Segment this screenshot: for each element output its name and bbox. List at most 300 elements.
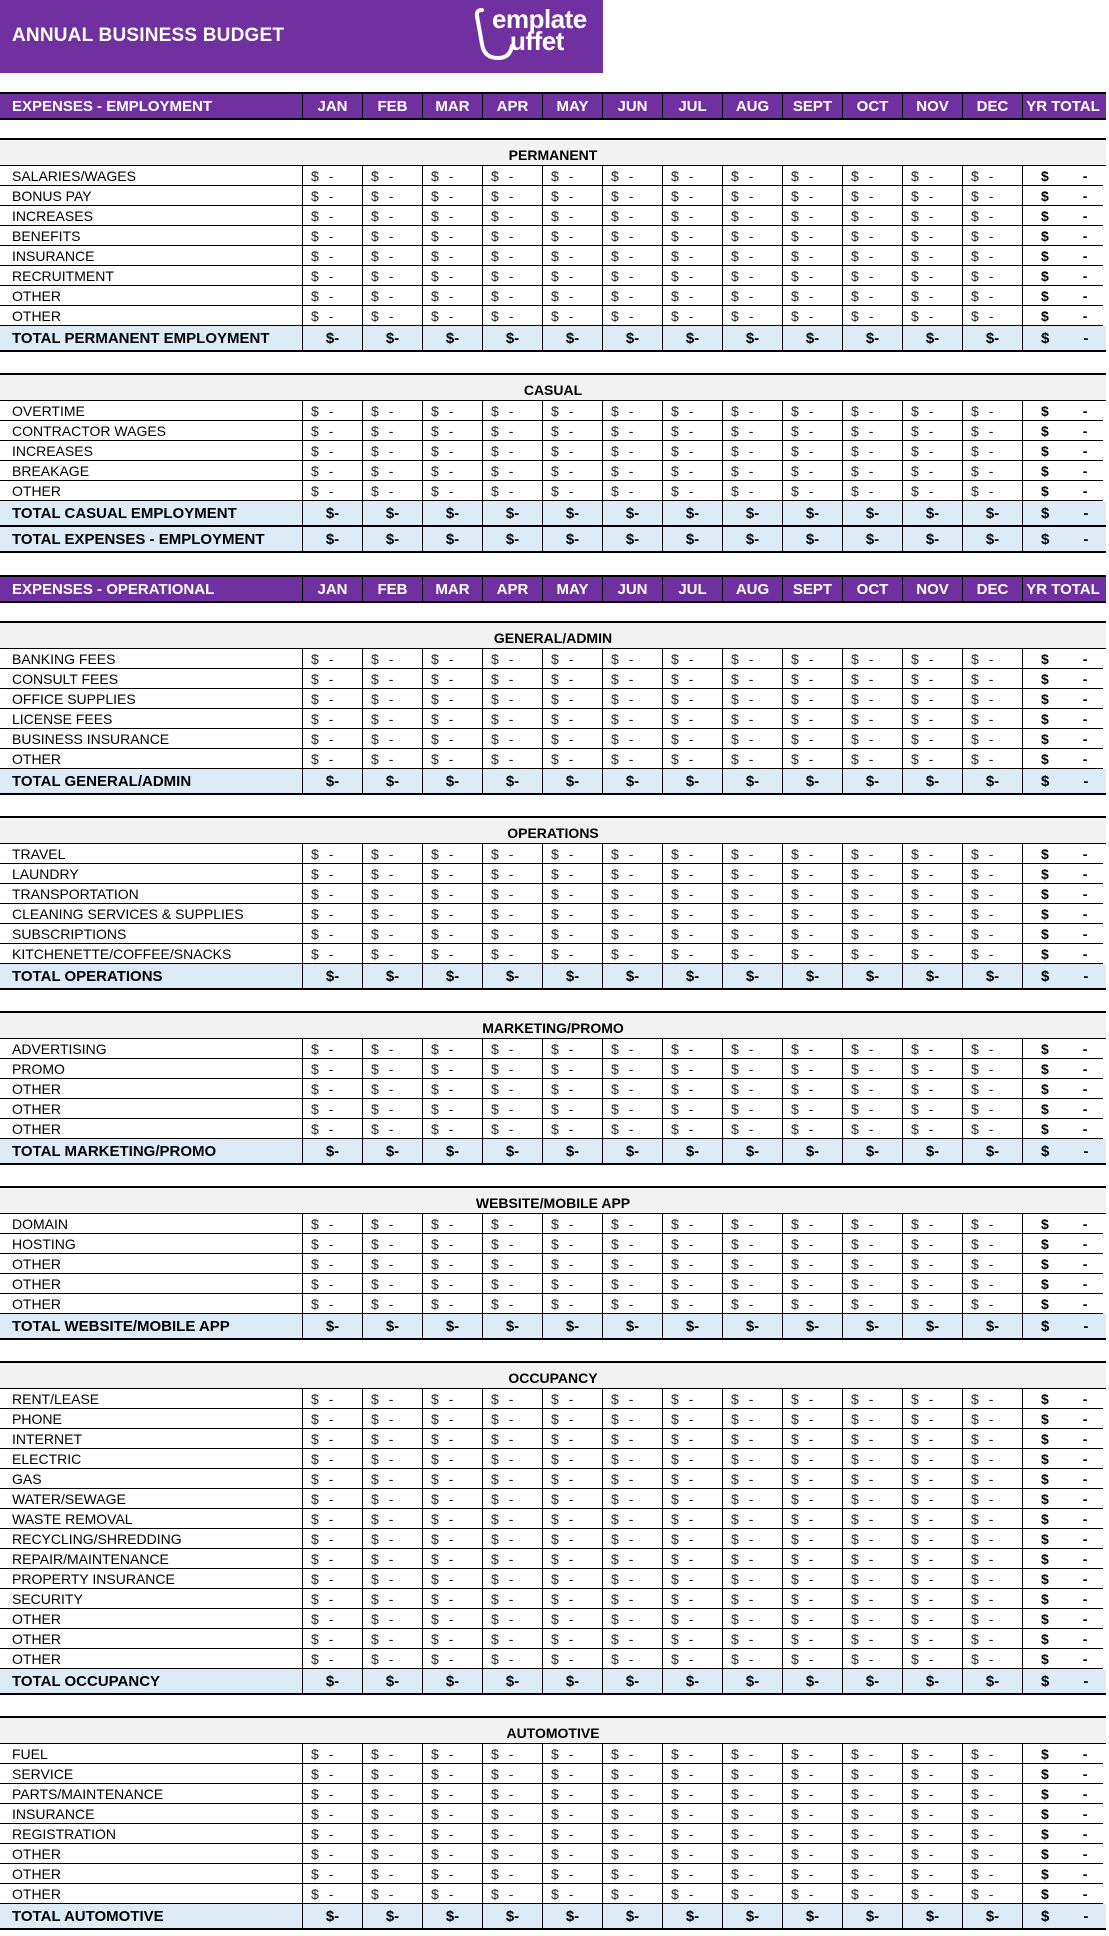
month-cell[interactable] bbox=[903, 904, 963, 924]
month-cell[interactable] bbox=[663, 246, 723, 266]
month-cell[interactable] bbox=[783, 1274, 843, 1294]
yr-total-cell[interactable] bbox=[1023, 481, 1103, 501]
month-cell[interactable] bbox=[723, 1389, 783, 1409]
month-total-cell[interactable] bbox=[423, 1904, 483, 1928]
month-cell[interactable] bbox=[783, 1744, 843, 1764]
month-cell[interactable] bbox=[843, 1864, 903, 1884]
month-cell[interactable] bbox=[663, 709, 723, 729]
month-cell[interactable] bbox=[783, 1469, 843, 1489]
month-cell[interactable] bbox=[363, 864, 423, 884]
month-total-cell[interactable] bbox=[663, 964, 723, 988]
yr-total-cell[interactable] bbox=[1023, 1274, 1103, 1294]
month-cell[interactable] bbox=[903, 1589, 963, 1609]
month-cell[interactable] bbox=[783, 1764, 843, 1784]
month-total-cell[interactable] bbox=[363, 769, 423, 793]
month-cell[interactable] bbox=[903, 884, 963, 904]
month-cell[interactable] bbox=[963, 1549, 1023, 1569]
month-cell[interactable] bbox=[423, 1609, 483, 1629]
month-cell[interactable] bbox=[543, 1429, 603, 1449]
month-cell[interactable] bbox=[303, 401, 363, 421]
month-cell[interactable] bbox=[723, 1469, 783, 1489]
month-cell[interactable] bbox=[663, 186, 723, 206]
month-cell[interactable] bbox=[543, 1119, 603, 1139]
month-cell[interactable] bbox=[303, 1884, 363, 1904]
yr-total-cell[interactable] bbox=[1023, 1549, 1103, 1569]
month-cell[interactable] bbox=[603, 1489, 663, 1509]
month-cell[interactable] bbox=[363, 266, 423, 286]
month-cell[interactable] bbox=[663, 1449, 723, 1469]
month-cell[interactable] bbox=[723, 1509, 783, 1529]
month-cell[interactable] bbox=[483, 1409, 543, 1429]
month-cell[interactable] bbox=[723, 246, 783, 266]
month-cell[interactable] bbox=[963, 1844, 1023, 1864]
yr-total-cell[interactable] bbox=[1023, 401, 1103, 421]
month-cell[interactable] bbox=[423, 1294, 483, 1314]
month-cell[interactable] bbox=[783, 1629, 843, 1649]
month-total-cell[interactable] bbox=[303, 501, 363, 525]
month-cell[interactable] bbox=[663, 669, 723, 689]
month-cell[interactable] bbox=[723, 1589, 783, 1609]
month-cell[interactable] bbox=[303, 1429, 363, 1449]
yr-total-cell[interactable] bbox=[1023, 326, 1103, 350]
month-cell[interactable] bbox=[963, 1589, 1023, 1609]
month-cell[interactable] bbox=[723, 944, 783, 964]
month-cell[interactable] bbox=[423, 709, 483, 729]
month-cell[interactable] bbox=[483, 1099, 543, 1119]
month-cell[interactable] bbox=[603, 206, 663, 226]
yr-total-cell[interactable] bbox=[1023, 441, 1103, 461]
month-cell[interactable] bbox=[423, 421, 483, 441]
month-cell[interactable] bbox=[663, 306, 723, 326]
month-cell[interactable] bbox=[483, 1609, 543, 1629]
month-cell[interactable] bbox=[903, 1389, 963, 1409]
month-cell[interactable] bbox=[423, 1389, 483, 1409]
month-cell[interactable] bbox=[903, 689, 963, 709]
month-cell[interactable] bbox=[543, 904, 603, 924]
month-cell[interactable] bbox=[483, 1429, 543, 1449]
month-cell[interactable] bbox=[843, 186, 903, 206]
month-cell[interactable] bbox=[303, 1589, 363, 1609]
yr-total-cell[interactable] bbox=[1023, 1669, 1103, 1693]
month-cell[interactable] bbox=[603, 1234, 663, 1254]
month-total-cell[interactable] bbox=[663, 326, 723, 350]
month-cell[interactable] bbox=[783, 1509, 843, 1529]
month-cell[interactable] bbox=[963, 884, 1023, 904]
month-cell[interactable] bbox=[483, 1804, 543, 1824]
month-cell[interactable] bbox=[483, 709, 543, 729]
month-total-cell[interactable] bbox=[423, 1669, 483, 1693]
month-total-cell[interactable] bbox=[963, 1904, 1023, 1928]
month-cell[interactable] bbox=[903, 1609, 963, 1629]
month-total-cell[interactable] bbox=[603, 1314, 663, 1338]
month-cell[interactable] bbox=[603, 1079, 663, 1099]
month-cell[interactable] bbox=[723, 1784, 783, 1804]
month-cell[interactable] bbox=[543, 1489, 603, 1509]
month-cell[interactable] bbox=[303, 1489, 363, 1509]
month-total-cell[interactable] bbox=[663, 1314, 723, 1338]
month-cell[interactable] bbox=[663, 401, 723, 421]
month-cell[interactable] bbox=[903, 944, 963, 964]
month-cell[interactable] bbox=[603, 401, 663, 421]
month-cell[interactable] bbox=[483, 461, 543, 481]
month-cell[interactable] bbox=[723, 1059, 783, 1079]
month-cell[interactable] bbox=[423, 884, 483, 904]
month-cell[interactable] bbox=[663, 1489, 723, 1509]
month-cell[interactable] bbox=[363, 1649, 423, 1669]
month-cell[interactable] bbox=[843, 689, 903, 709]
month-cell[interactable] bbox=[363, 1294, 423, 1314]
month-cell[interactable] bbox=[603, 729, 663, 749]
month-cell[interactable] bbox=[483, 1764, 543, 1784]
month-cell[interactable] bbox=[483, 904, 543, 924]
month-total-cell[interactable] bbox=[543, 1904, 603, 1928]
month-cell[interactable] bbox=[483, 481, 543, 501]
month-cell[interactable] bbox=[723, 1529, 783, 1549]
month-cell[interactable] bbox=[363, 166, 423, 186]
month-cell[interactable] bbox=[723, 1449, 783, 1469]
month-cell[interactable] bbox=[843, 1489, 903, 1509]
month-cell[interactable] bbox=[903, 266, 963, 286]
month-cell[interactable] bbox=[783, 709, 843, 729]
month-cell[interactable] bbox=[423, 441, 483, 461]
month-cell[interactable] bbox=[783, 1529, 843, 1549]
month-total-cell[interactable] bbox=[603, 1669, 663, 1693]
month-cell[interactable] bbox=[903, 1429, 963, 1449]
month-cell[interactable] bbox=[963, 246, 1023, 266]
month-cell[interactable] bbox=[903, 461, 963, 481]
month-cell[interactable] bbox=[903, 401, 963, 421]
month-total-cell[interactable] bbox=[363, 326, 423, 350]
month-cell[interactable] bbox=[483, 1649, 543, 1669]
month-cell[interactable] bbox=[603, 1274, 663, 1294]
yr-total-cell[interactable] bbox=[1023, 884, 1103, 904]
month-cell[interactable] bbox=[423, 944, 483, 964]
month-cell[interactable] bbox=[363, 1884, 423, 1904]
month-cell[interactable] bbox=[663, 1824, 723, 1844]
month-cell[interactable] bbox=[843, 166, 903, 186]
month-cell[interactable] bbox=[603, 1059, 663, 1079]
month-cell[interactable] bbox=[723, 729, 783, 749]
month-cell[interactable] bbox=[963, 1744, 1023, 1764]
month-cell[interactable] bbox=[963, 1609, 1023, 1629]
month-total-cell[interactable] bbox=[783, 769, 843, 793]
month-cell[interactable] bbox=[963, 729, 1023, 749]
yr-total-cell[interactable] bbox=[1023, 461, 1103, 481]
month-cell[interactable] bbox=[363, 1409, 423, 1429]
month-total-cell[interactable] bbox=[303, 1314, 363, 1338]
month-cell[interactable] bbox=[903, 226, 963, 246]
month-cell[interactable] bbox=[423, 1569, 483, 1589]
month-total-cell[interactable] bbox=[363, 1139, 423, 1163]
month-cell[interactable] bbox=[963, 944, 1023, 964]
month-cell[interactable] bbox=[663, 1844, 723, 1864]
month-cell[interactable] bbox=[543, 1609, 603, 1629]
month-total-cell[interactable] bbox=[783, 501, 843, 525]
month-cell[interactable] bbox=[423, 1864, 483, 1884]
month-cell[interactable] bbox=[483, 1549, 543, 1569]
month-cell[interactable] bbox=[663, 1784, 723, 1804]
month-total-cell[interactable] bbox=[903, 1139, 963, 1163]
month-cell[interactable] bbox=[903, 1824, 963, 1844]
month-cell[interactable] bbox=[543, 481, 603, 501]
month-cell[interactable] bbox=[903, 1489, 963, 1509]
yr-total-cell[interactable] bbox=[1023, 1489, 1103, 1509]
month-cell[interactable] bbox=[663, 649, 723, 669]
month-cell[interactable] bbox=[723, 924, 783, 944]
month-cell[interactable] bbox=[543, 1744, 603, 1764]
month-cell[interactable] bbox=[783, 944, 843, 964]
month-cell[interactable] bbox=[423, 1449, 483, 1469]
month-cell[interactable] bbox=[543, 1844, 603, 1864]
month-cell[interactable] bbox=[903, 1449, 963, 1469]
month-cell[interactable] bbox=[783, 649, 843, 669]
month-cell[interactable] bbox=[363, 1389, 423, 1409]
month-cell[interactable] bbox=[963, 441, 1023, 461]
month-cell[interactable] bbox=[603, 1764, 663, 1784]
month-total-cell[interactable] bbox=[663, 1904, 723, 1928]
month-cell[interactable] bbox=[543, 1864, 603, 1884]
month-cell[interactable] bbox=[483, 1509, 543, 1529]
month-cell[interactable] bbox=[483, 1389, 543, 1409]
month-cell[interactable] bbox=[663, 1409, 723, 1429]
month-cell[interactable] bbox=[843, 1844, 903, 1864]
month-cell[interactable] bbox=[723, 1864, 783, 1884]
month-cell[interactable] bbox=[843, 1294, 903, 1314]
month-cell[interactable] bbox=[663, 1234, 723, 1254]
month-cell[interactable] bbox=[363, 206, 423, 226]
month-cell[interactable] bbox=[963, 1389, 1023, 1409]
month-cell[interactable] bbox=[483, 1784, 543, 1804]
month-cell[interactable] bbox=[363, 1214, 423, 1234]
month-total-cell[interactable] bbox=[663, 1669, 723, 1693]
month-cell[interactable] bbox=[723, 1079, 783, 1099]
month-cell[interactable] bbox=[543, 924, 603, 944]
month-cell[interactable] bbox=[603, 441, 663, 461]
month-cell[interactable] bbox=[663, 441, 723, 461]
month-cell[interactable] bbox=[483, 166, 543, 186]
month-total-cell[interactable] bbox=[543, 1314, 603, 1338]
month-total-cell[interactable] bbox=[483, 1314, 543, 1338]
month-cell[interactable] bbox=[663, 1274, 723, 1294]
month-cell[interactable] bbox=[603, 1864, 663, 1884]
month-cell[interactable] bbox=[723, 749, 783, 769]
month-cell[interactable] bbox=[723, 1119, 783, 1139]
month-cell[interactable] bbox=[783, 1214, 843, 1234]
month-cell[interactable] bbox=[303, 1529, 363, 1549]
yr-total-cell[interactable] bbox=[1023, 421, 1103, 441]
month-cell[interactable] bbox=[363, 1509, 423, 1529]
month-cell[interactable] bbox=[843, 1234, 903, 1254]
month-cell[interactable] bbox=[783, 669, 843, 689]
month-cell[interactable] bbox=[663, 844, 723, 864]
month-cell[interactable] bbox=[963, 1294, 1023, 1314]
month-cell[interactable] bbox=[963, 1274, 1023, 1294]
month-total-cell[interactable] bbox=[903, 501, 963, 525]
month-cell[interactable] bbox=[723, 266, 783, 286]
month-cell[interactable] bbox=[423, 166, 483, 186]
month-cell[interactable] bbox=[483, 944, 543, 964]
month-total-cell[interactable] bbox=[903, 964, 963, 988]
month-cell[interactable] bbox=[543, 226, 603, 246]
month-cell[interactable] bbox=[363, 649, 423, 669]
month-cell[interactable] bbox=[483, 924, 543, 944]
month-cell[interactable] bbox=[303, 1469, 363, 1489]
month-cell[interactable] bbox=[663, 1569, 723, 1589]
month-cell[interactable] bbox=[303, 924, 363, 944]
month-cell[interactable] bbox=[963, 166, 1023, 186]
month-total-cell[interactable] bbox=[783, 1669, 843, 1693]
month-cell[interactable] bbox=[843, 1884, 903, 1904]
month-cell[interactable] bbox=[963, 904, 1023, 924]
month-total-cell[interactable] bbox=[603, 326, 663, 350]
month-cell[interactable] bbox=[543, 1549, 603, 1569]
month-cell[interactable] bbox=[483, 1824, 543, 1844]
month-cell[interactable] bbox=[363, 1804, 423, 1824]
month-cell[interactable] bbox=[543, 1569, 603, 1589]
month-cell[interactable] bbox=[363, 246, 423, 266]
yr-total-cell[interactable] bbox=[1023, 964, 1103, 988]
month-cell[interactable] bbox=[963, 286, 1023, 306]
month-cell[interactable] bbox=[303, 1629, 363, 1649]
month-cell[interactable] bbox=[723, 1824, 783, 1844]
month-cell[interactable] bbox=[543, 1254, 603, 1274]
month-cell[interactable] bbox=[303, 1764, 363, 1784]
month-cell[interactable] bbox=[843, 1099, 903, 1119]
yr-total-cell[interactable] bbox=[1023, 1744, 1103, 1764]
month-cell[interactable] bbox=[303, 1609, 363, 1629]
month-cell[interactable] bbox=[543, 709, 603, 729]
month-cell[interactable] bbox=[783, 1844, 843, 1864]
month-total-cell[interactable] bbox=[663, 527, 723, 551]
month-cell[interactable] bbox=[783, 689, 843, 709]
month-cell[interactable] bbox=[603, 1429, 663, 1449]
month-cell[interactable] bbox=[723, 1214, 783, 1234]
month-cell[interactable] bbox=[723, 481, 783, 501]
month-total-cell[interactable] bbox=[723, 501, 783, 525]
month-cell[interactable] bbox=[963, 1529, 1023, 1549]
yr-total-cell[interactable] bbox=[1023, 1234, 1103, 1254]
yr-total-cell[interactable] bbox=[1023, 1314, 1103, 1338]
month-total-cell[interactable] bbox=[303, 769, 363, 793]
yr-total-cell[interactable] bbox=[1023, 864, 1103, 884]
yr-total-cell[interactable] bbox=[1023, 689, 1103, 709]
month-cell[interactable] bbox=[543, 649, 603, 669]
month-cell[interactable] bbox=[423, 1409, 483, 1429]
month-cell[interactable] bbox=[363, 1449, 423, 1469]
month-cell[interactable] bbox=[843, 1079, 903, 1099]
month-total-cell[interactable] bbox=[663, 501, 723, 525]
month-cell[interactable] bbox=[723, 1489, 783, 1509]
month-total-cell[interactable] bbox=[723, 326, 783, 350]
month-cell[interactable] bbox=[483, 1884, 543, 1904]
month-cell[interactable] bbox=[303, 904, 363, 924]
month-cell[interactable] bbox=[603, 689, 663, 709]
month-total-cell[interactable] bbox=[423, 1139, 483, 1163]
month-cell[interactable] bbox=[303, 944, 363, 964]
month-total-cell[interactable] bbox=[303, 326, 363, 350]
month-cell[interactable] bbox=[963, 1569, 1023, 1589]
month-cell[interactable] bbox=[963, 1629, 1023, 1649]
month-cell[interactable] bbox=[903, 649, 963, 669]
month-cell[interactable] bbox=[843, 246, 903, 266]
month-cell[interactable] bbox=[843, 884, 903, 904]
month-total-cell[interactable] bbox=[843, 326, 903, 350]
month-cell[interactable] bbox=[783, 884, 843, 904]
month-cell[interactable] bbox=[363, 844, 423, 864]
month-total-cell[interactable] bbox=[843, 1139, 903, 1163]
month-total-cell[interactable] bbox=[963, 1314, 1023, 1338]
month-cell[interactable] bbox=[783, 1039, 843, 1059]
yr-total-cell[interactable] bbox=[1023, 1784, 1103, 1804]
month-cell[interactable] bbox=[303, 1649, 363, 1669]
month-cell[interactable] bbox=[663, 1079, 723, 1099]
month-total-cell[interactable] bbox=[303, 964, 363, 988]
month-cell[interactable] bbox=[423, 1804, 483, 1824]
month-cell[interactable] bbox=[843, 421, 903, 441]
month-cell[interactable] bbox=[303, 729, 363, 749]
month-cell[interactable] bbox=[483, 1469, 543, 1489]
month-cell[interactable] bbox=[663, 286, 723, 306]
month-cell[interactable] bbox=[963, 689, 1023, 709]
month-cell[interactable] bbox=[963, 1039, 1023, 1059]
month-cell[interactable] bbox=[363, 729, 423, 749]
month-cell[interactable] bbox=[423, 1469, 483, 1489]
month-cell[interactable] bbox=[423, 1059, 483, 1079]
month-total-cell[interactable] bbox=[483, 769, 543, 793]
month-cell[interactable] bbox=[903, 844, 963, 864]
month-cell[interactable] bbox=[963, 461, 1023, 481]
month-cell[interactable] bbox=[963, 1079, 1023, 1099]
month-cell[interactable] bbox=[903, 1079, 963, 1099]
yr-total-cell[interactable] bbox=[1023, 769, 1103, 793]
month-cell[interactable] bbox=[783, 186, 843, 206]
month-cell[interactable] bbox=[363, 286, 423, 306]
month-cell[interactable] bbox=[543, 1589, 603, 1609]
yr-total-cell[interactable] bbox=[1023, 649, 1103, 669]
month-cell[interactable] bbox=[543, 1274, 603, 1294]
month-total-cell[interactable] bbox=[903, 769, 963, 793]
month-cell[interactable] bbox=[543, 1529, 603, 1549]
month-cell[interactable] bbox=[423, 1274, 483, 1294]
month-cell[interactable] bbox=[903, 421, 963, 441]
month-cell[interactable] bbox=[363, 1864, 423, 1884]
month-cell[interactable] bbox=[843, 1254, 903, 1274]
month-cell[interactable] bbox=[903, 864, 963, 884]
month-cell[interactable] bbox=[363, 1844, 423, 1864]
month-cell[interactable] bbox=[963, 669, 1023, 689]
month-cell[interactable] bbox=[783, 1489, 843, 1509]
month-cell[interactable] bbox=[783, 749, 843, 769]
month-cell[interactable] bbox=[903, 1509, 963, 1529]
month-cell[interactable] bbox=[903, 166, 963, 186]
yr-total-cell[interactable] bbox=[1023, 1389, 1103, 1409]
month-cell[interactable] bbox=[543, 1509, 603, 1529]
month-cell[interactable] bbox=[663, 1629, 723, 1649]
month-cell[interactable] bbox=[483, 844, 543, 864]
month-cell[interactable] bbox=[963, 401, 1023, 421]
month-cell[interactable] bbox=[603, 306, 663, 326]
month-cell[interactable] bbox=[723, 461, 783, 481]
month-cell[interactable] bbox=[423, 226, 483, 246]
month-cell[interactable] bbox=[903, 1884, 963, 1904]
month-cell[interactable] bbox=[903, 1294, 963, 1314]
month-cell[interactable] bbox=[783, 1864, 843, 1884]
month-cell[interactable] bbox=[843, 1649, 903, 1669]
month-cell[interactable] bbox=[303, 206, 363, 226]
month-cell[interactable] bbox=[483, 1234, 543, 1254]
yr-total-cell[interactable] bbox=[1023, 1059, 1103, 1079]
month-cell[interactable] bbox=[363, 709, 423, 729]
